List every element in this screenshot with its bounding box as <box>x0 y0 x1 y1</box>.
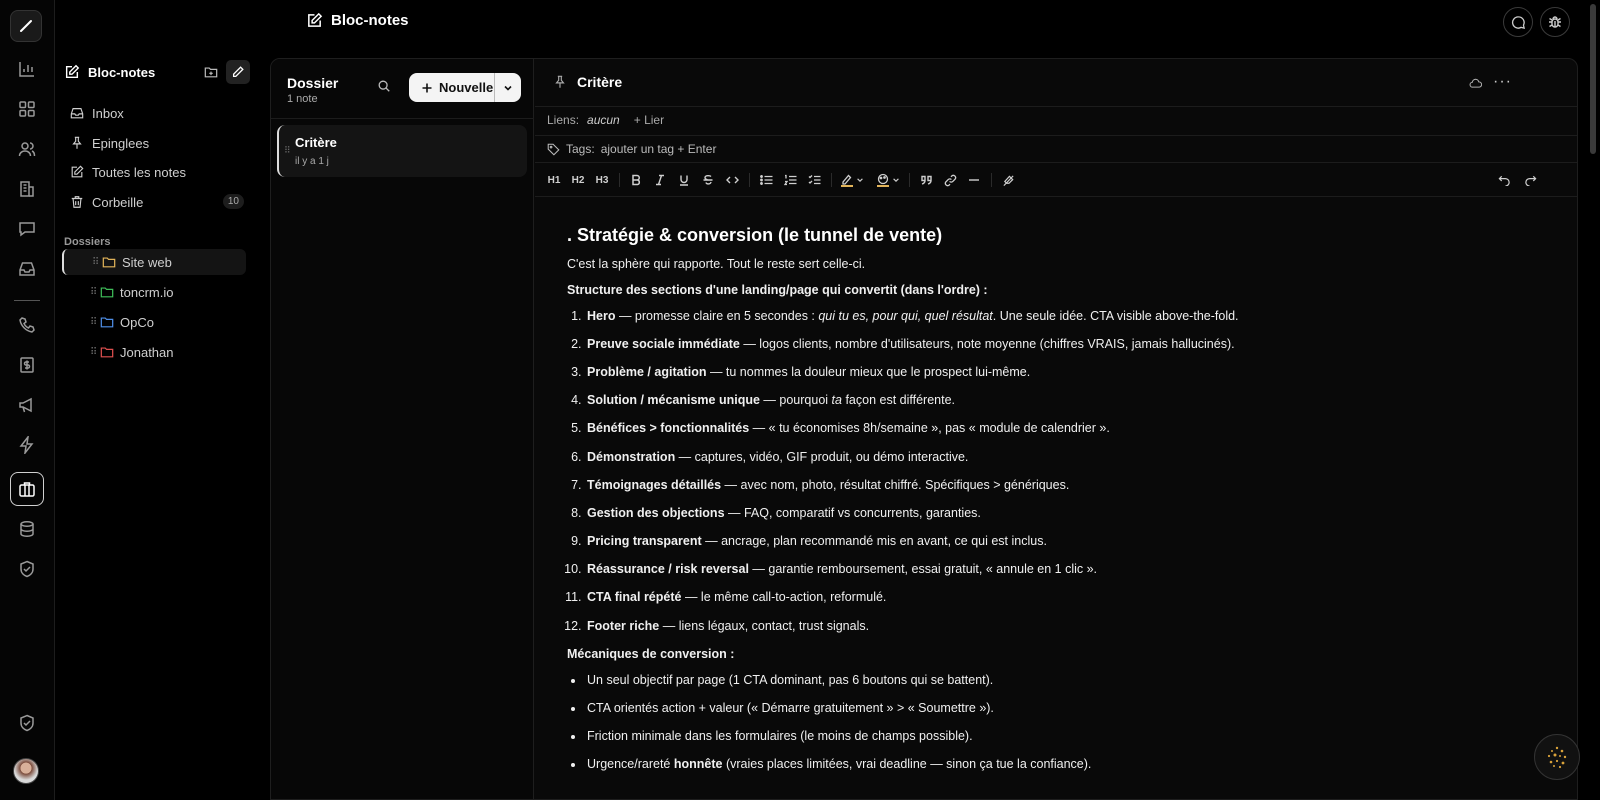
list-item: • Friction minimale dans les formulaires (le moins de champs possible). <box>585 729 1557 744</box>
sidebar-item-inbox[interactable] <box>64 100 250 126</box>
folder-label: OpCo <box>120 314 154 330</box>
notepad-icon <box>64 64 80 80</box>
sidebar-item-label: Toutes les notes <box>92 164 186 180</box>
list-item: 7. Témoignages détaillés — avec nom, photo, résultat chiffré. Spécifiques > génériques. <box>585 478 1557 493</box>
edit-icon <box>70 165 84 179</box>
database-icon[interactable] <box>10 512 44 546</box>
folder-name: Dossier <box>287 75 339 91</box>
sidebar-item-pinned[interactable] <box>64 130 250 156</box>
heading-2-button[interactable]: H2 <box>571 174 585 186</box>
code-icon[interactable] <box>723 171 741 189</box>
redo-icon[interactable] <box>1521 171 1539 189</box>
folder-label: Jonathan <box>120 344 174 360</box>
users-icon[interactable] <box>10 132 44 166</box>
pencil-icon <box>231 65 245 79</box>
admin-shield-icon[interactable] <box>10 706 44 740</box>
notes-list-header <box>271 59 534 119</box>
note-count: 1 note <box>287 93 318 105</box>
checklist-icon[interactable] <box>805 171 823 189</box>
folder-icon <box>100 315 114 329</box>
note-title-heading[interactable]: Critère <box>577 74 623 90</box>
ordered-list-icon[interactable] <box>781 171 799 189</box>
doc-heading: . Stratégie & conversion (le tunnel de vente) <box>567 225 943 245</box>
heading-3-button[interactable]: H3 <box>595 174 609 186</box>
links-row <box>547 113 664 127</box>
messages-button[interactable] <box>1503 7 1533 37</box>
list-item: 11. CTA final répété — le même call-to-action, reformulé. <box>585 590 1557 605</box>
toolbar-divider <box>619 173 620 187</box>
drag-handle-icon[interactable]: ⠿ <box>92 256 99 268</box>
sidebar-item-label: Corbeille <box>92 194 144 210</box>
toolbar-divider <box>749 173 750 187</box>
shield-check-icon[interactable] <box>10 552 44 586</box>
lightning-icon[interactable] <box>10 428 44 462</box>
search-icon[interactable] <box>377 79 391 93</box>
list-item: 2. Preuve sociale immédiate — logos clients, nombre d'utilisateurs, note moyenne (chiffres VRAIS, jamais hallucinés). <box>585 337 1557 352</box>
new-note-split-button <box>409 73 521 102</box>
tag-icon <box>547 143 560 156</box>
chevron-down-icon[interactable] <box>855 171 865 189</box>
folder-item-jonathan[interactable] <box>62 339 246 365</box>
doc-intro: C'est la sphère qui rapporte. Tout le reste sert celle-ci. <box>567 256 866 271</box>
tags-label: Tags: <box>566 142 595 156</box>
list-item: 9. Pricing transparent — ancrage, plan recommandé mis en avant, ce qui est inclus. <box>585 534 1557 549</box>
folder-item-opco[interactable] <box>62 309 246 335</box>
horizontal-rule-icon[interactable] <box>965 171 983 189</box>
mechanics-list <box>585 673 1557 773</box>
new-note-label: Nouvelle <box>439 80 494 95</box>
note-list-item[interactable] <box>277 125 527 177</box>
link-icon[interactable] <box>941 171 959 189</box>
avatar[interactable] <box>13 758 39 784</box>
structure-title: Structure des sections d'une landing/page qui convertit (dans l'ordre) : <box>567 282 988 297</box>
list-item: 4. Solution / mécanisme unique — pourquoi ta façon est différente. <box>585 393 1557 408</box>
heading-1-button[interactable]: H1 <box>547 174 561 186</box>
editor-header <box>535 59 1578 107</box>
sidebar-header <box>64 58 256 86</box>
folder-icon <box>100 345 114 359</box>
sections-list <box>585 309 1557 634</box>
page-scrollbar[interactable] <box>1590 4 1596 154</box>
bullet-list-icon[interactable] <box>757 171 775 189</box>
new-note-primary-button[interactable] <box>409 73 495 102</box>
plus-icon <box>421 82 433 94</box>
links-label: Liens: <box>547 113 580 127</box>
folder-plus-icon <box>204 65 218 79</box>
inbox-icon <box>70 106 84 120</box>
folder-item-toncrm[interactable] <box>62 279 246 305</box>
trash-icon <box>70 195 84 209</box>
tags-input[interactable]: ajouter un tag + Enter <box>600 142 717 156</box>
tray-icon[interactable] <box>10 252 44 286</box>
toolbar-divider <box>831 173 832 187</box>
chevron-down-icon[interactable] <box>891 171 901 189</box>
list-item: 6. Démonstration — captures, vidéo, GIF produit, ou démo interactive. <box>585 450 1557 465</box>
mechanics-title: Mécaniques de conversion : <box>567 646 735 661</box>
text-color-icon[interactable] <box>875 171 891 189</box>
list-item: • CTA orientés action + valeur (« Démarre gratuitement » > « Soumettre »). <box>585 701 1557 716</box>
folder-item-site-web[interactable] <box>62 249 246 275</box>
links-value: aucun <box>587 113 620 127</box>
cloud-sync-icon <box>1469 77 1482 90</box>
analytics-icon[interactable] <box>10 52 44 86</box>
notes-list <box>271 59 534 800</box>
megaphone-icon[interactable] <box>10 388 44 422</box>
formatting-toolbar <box>535 163 1578 197</box>
highlight-icon[interactable] <box>839 171 855 189</box>
sidebar-title: Bloc-notes <box>88 64 156 80</box>
folder-icon <box>100 285 114 299</box>
drag-handle-icon[interactable]: ⠿ <box>284 145 291 155</box>
app-logo[interactable] <box>10 10 42 42</box>
folders-section-label: Dossiers <box>64 236 111 248</box>
chevron-down-icon <box>503 83 513 93</box>
pin-icon <box>70 136 84 150</box>
assistant-button[interactable] <box>1534 734 1580 780</box>
list-item: • Un seul objectif par page (1 CTA dominant, pas 6 boutons qui se battent). <box>585 673 1557 688</box>
notepad-icon <box>306 12 323 29</box>
page-title <box>306 12 409 29</box>
underline-icon[interactable] <box>675 171 693 189</box>
list-item: 8. Gestion des objections — FAQ, comparatif vs concurrents, garanties. <box>585 506 1557 521</box>
more-options-icon[interactable]: ··· <box>1493 73 1512 90</box>
toolbar-divider <box>991 173 992 187</box>
italic-icon[interactable] <box>651 171 669 189</box>
briefcase-icon[interactable] <box>10 472 44 506</box>
strikethrough-icon[interactable] <box>699 171 717 189</box>
sidebar-item-trash[interactable] <box>64 189 250 215</box>
trash-count-badge: 10 <box>223 194 244 209</box>
quote-icon[interactable] <box>917 171 935 189</box>
bug-report-button[interactable] <box>1540 7 1570 37</box>
top-bar <box>56 0 1600 44</box>
phone-icon[interactable] <box>10 308 44 342</box>
drag-handle-icon[interactable]: ⠿ <box>90 286 97 298</box>
sidebar-item-label: Inbox <box>92 105 124 121</box>
drag-handle-icon[interactable]: ⠿ <box>90 346 97 358</box>
list-item: 1. Hero — promesse claire en 5 secondes : qui tu es, pour qui, quel résultat. Une seule idée. CTA visible above-the-fold. <box>585 309 1557 324</box>
folder-label: toncrm.io <box>120 284 174 300</box>
note-body[interactable] <box>567 225 1557 786</box>
list-item: 5. Bénéfices > fonctionnalités — « tu économises 8h/semaine », pas « module de calendrier ». <box>585 421 1557 436</box>
list-item: 12. Footer riche — liens légaux, contact, trust signals. <box>585 619 1557 634</box>
list-item: 3. Problème / agitation — tu nommes la douleur mieux que le prospect lui-même. <box>585 365 1557 380</box>
clear-format-icon[interactable] <box>999 171 1017 189</box>
note-date: il y a 1 j <box>295 156 329 167</box>
note-title: Critère <box>295 135 337 150</box>
building-icon[interactable] <box>10 172 44 206</box>
list-item: • Urgence/rareté honnête (vraies places limitées, vrai deadline — sinon ça tue la confiance). <box>585 757 1557 772</box>
new-note-button[interactable] <box>226 60 250 84</box>
folder-icon <box>102 255 116 269</box>
sidebar-item-label: Epinglees <box>92 135 150 151</box>
note-editor <box>535 59 1578 800</box>
rail-divider <box>14 300 40 301</box>
notes-sidebar <box>56 44 256 800</box>
tags-row <box>535 135 1578 163</box>
page-title-text: Bloc-notes <box>331 12 409 29</box>
toolbar-divider <box>909 173 910 187</box>
bug-icon <box>1547 14 1563 30</box>
sidebar-item-all-notes[interactable] <box>64 159 250 185</box>
drag-handle-icon[interactable]: ⠿ <box>90 316 97 328</box>
undo-icon[interactable] <box>1495 171 1513 189</box>
chat-icon[interactable] <box>10 212 44 246</box>
app-rail <box>0 0 55 800</box>
bold-icon[interactable] <box>627 171 645 189</box>
new-folder-button[interactable] <box>199 60 223 84</box>
message-icon <box>1511 15 1526 30</box>
list-item: 10. Réassurance / risk reversal — garantie remboursement, essai gratuit, « annule en 1 clic ». <box>585 562 1557 577</box>
folder-label: Site web <box>122 254 172 270</box>
add-link-button[interactable]: + Lier <box>633 113 665 127</box>
notes-panel <box>270 58 1578 800</box>
invoice-icon[interactable] <box>10 348 44 382</box>
grid-icon[interactable] <box>10 92 44 126</box>
new-note-dropdown-button[interactable] <box>495 83 521 93</box>
pin-icon[interactable] <box>553 75 567 89</box>
sparkle-icon <box>1542 742 1572 772</box>
